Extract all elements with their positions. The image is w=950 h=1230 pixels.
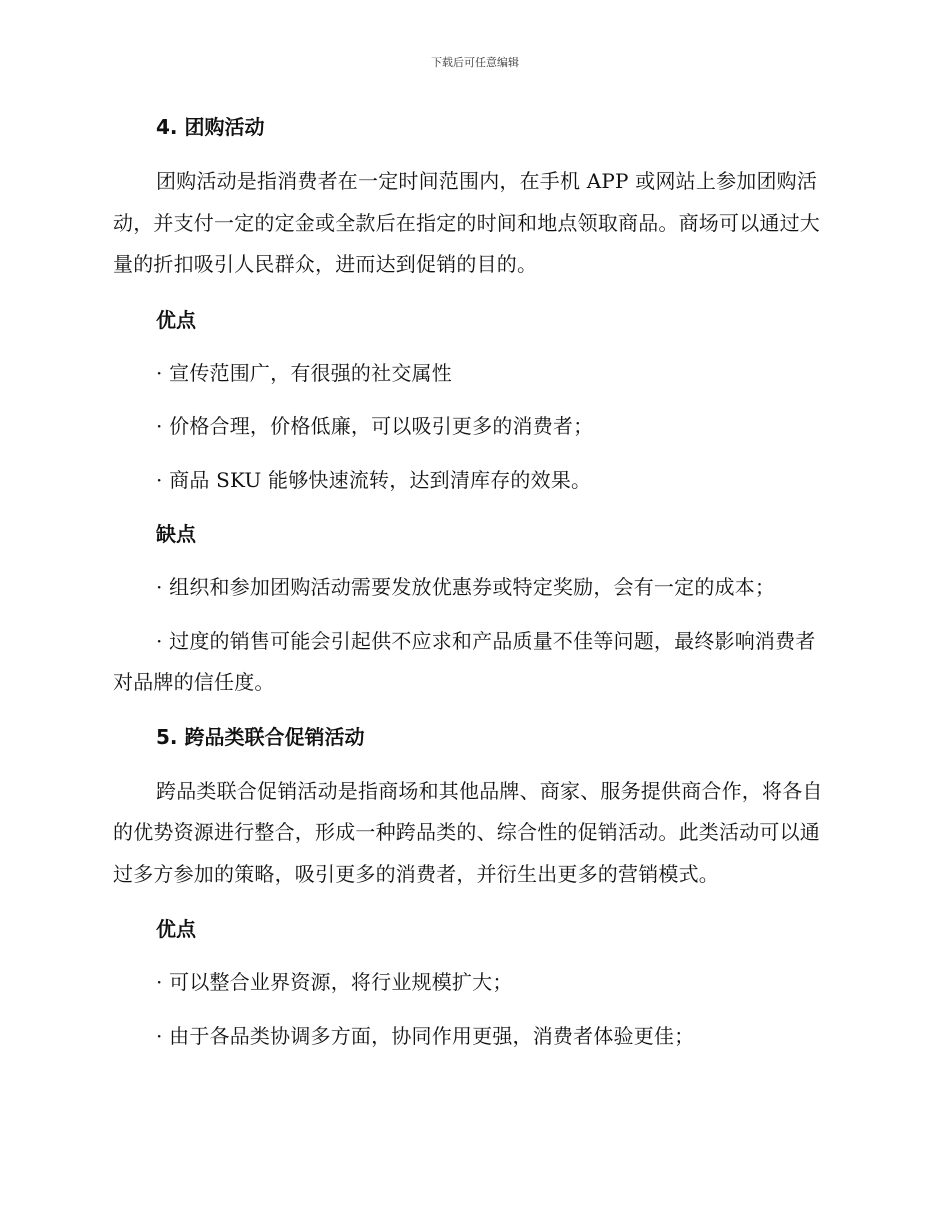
list-item-pro: · 商品 SKU 能够快速流转，达到清库存的效果。 (156, 467, 592, 492)
list-item-pro: · 可以整合业界资源，将行业规模扩大； (156, 970, 513, 994)
subheading-pros: 优点 (156, 917, 196, 941)
list-item-pro: · 价格合理，价格低廉，可以吸引更多的消费者； (156, 414, 594, 438)
document-body (113, 106, 835, 1057)
subheading-pros: 优点 (156, 307, 196, 332)
list-item-con: · 组织和参加团购活动需要发放优惠券或特定奖励，会有一定的成本； (156, 575, 776, 599)
section-heading-group-buying: 4. 团购活动 (156, 115, 265, 139)
list-item-con: · 过度的销售可能会引起供不应求和产品质量不佳等问题，最终影响消费者对品牌的信任度。 (113, 628, 816, 694)
list-item-pro: · 宣传范围广，有很强的社交属性 (156, 360, 452, 385)
page-header-note: 下载后可任意编辑 (431, 56, 519, 69)
section-heading-cross-category: 5. 跨品类联合促销活动 (156, 724, 365, 749)
list-item-pro: · 由于各品类协调多方面，协同作用更强，消费者体验更佳； (156, 1023, 695, 1048)
paragraph-group-buying-intro: 团购活动是指消费者在一定时间范围内，在手机 APP 或网站上参加团购活动，并支付一定的定金或全款后在指定的时间和地点领取商品。商场可以通过大量的折扣吸引人民群众，进而达到促销的目的。 (113, 169, 820, 276)
subheading-cons: 缺点 (156, 522, 196, 546)
paragraph-cross-category-intro: 跨品类联合促销活动是指商场和其他品牌、商家、服务提供商合作，将各自的优势资源进行整合，形成一种跨品类的、综合性的促销活动。此类活动可以通过多方参加的策略，吸引更多的消费者，并衍生出更多的营销模式。 (113, 778, 823, 886)
